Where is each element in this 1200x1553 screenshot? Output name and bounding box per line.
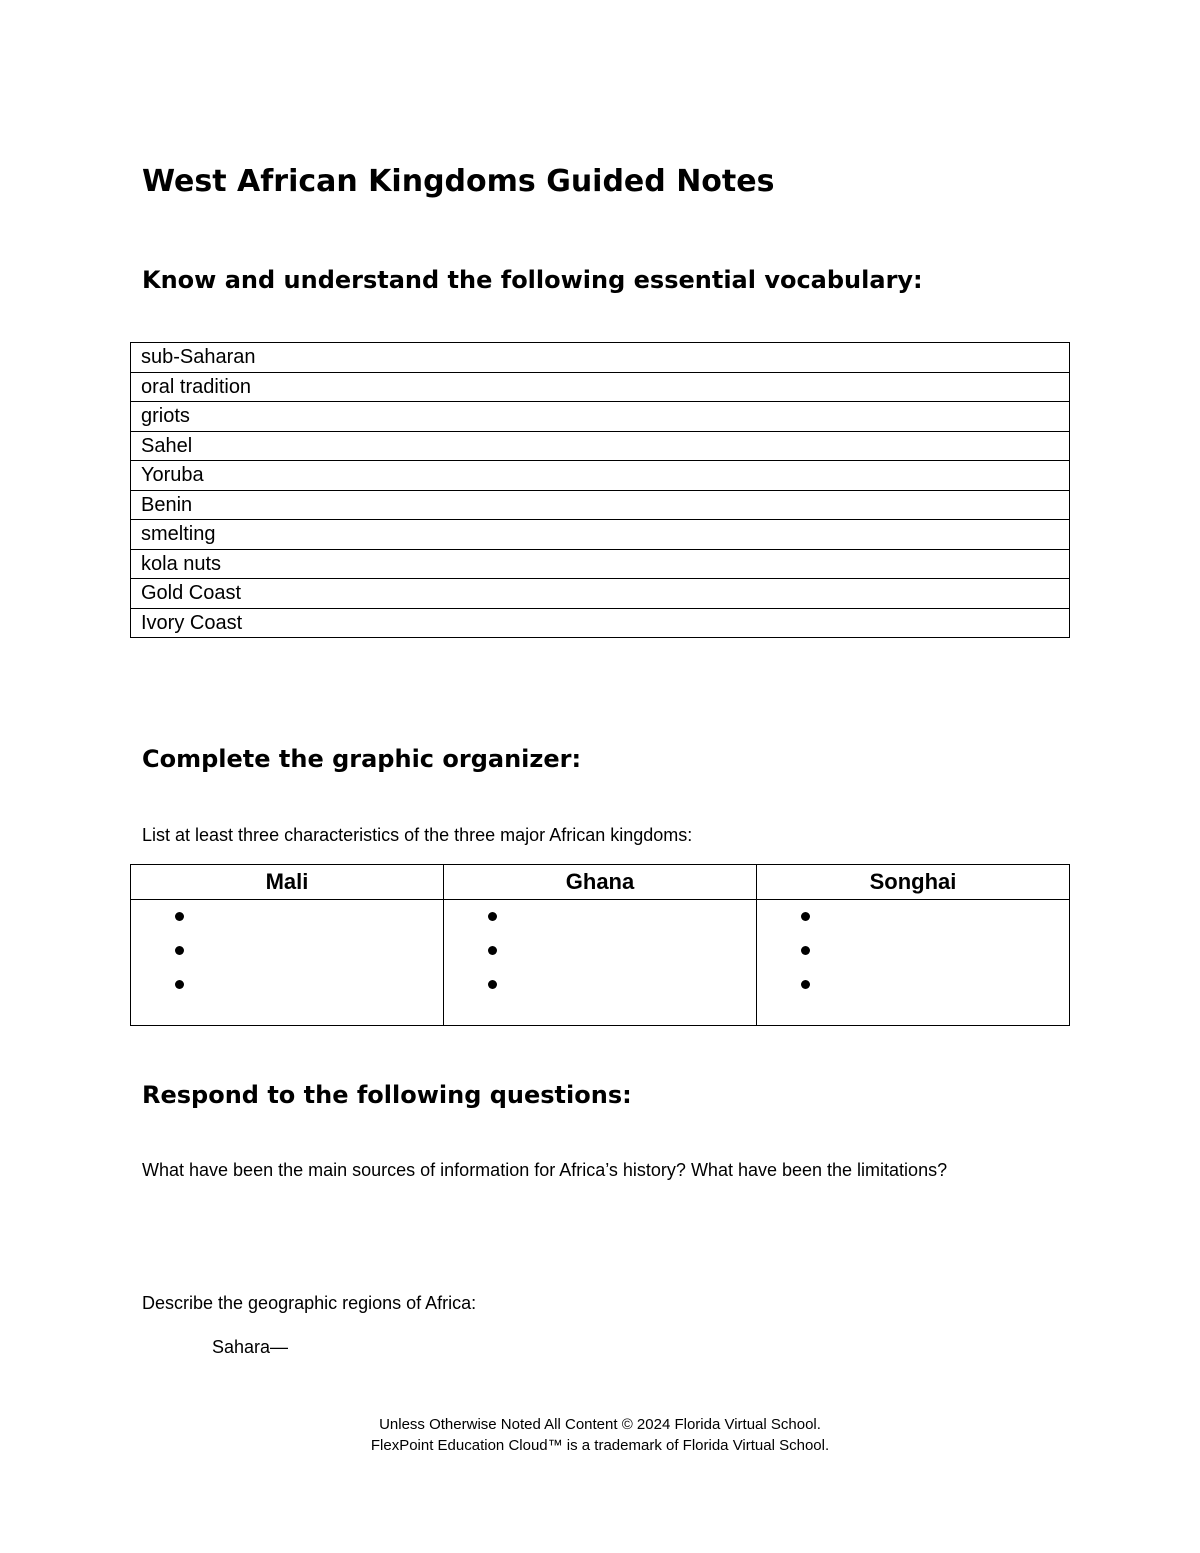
footer-trademark: FlexPoint Education Cloud™ is a trademark of Florida Virtual School. (370, 1437, 830, 1454)
bullet-icon (488, 946, 497, 955)
bullet-list (444, 900, 756, 1006)
vocab-term: griots (131, 402, 1070, 432)
vocabulary-heading: Know and understand the following essential vocabulary: (142, 266, 923, 294)
bullet-item[interactable] (801, 972, 1069, 1006)
vocab-term: Sahel (131, 431, 1070, 461)
vocab-term: kola nuts (131, 549, 1070, 579)
question-sources: What have been the main sources of information for Africa’s history? What have been the limitations? (142, 1160, 948, 1180)
vocab-term: oral tradition (131, 372, 1070, 402)
bullet-icon (801, 980, 810, 989)
table-row (131, 579, 1070, 609)
songhai-notes-cell[interactable] (757, 900, 1070, 1026)
bullet-item[interactable] (175, 938, 443, 972)
column-header-songhai: Songhai (757, 865, 1070, 900)
table-row (131, 900, 1070, 1026)
bullet-icon (488, 980, 497, 989)
bullet-item[interactable] (488, 938, 756, 972)
column-header-mali: Mali (131, 865, 444, 900)
vocab-term: Ivory Coast (131, 608, 1070, 638)
vocab-term: Benin (131, 490, 1070, 520)
table-header-row (131, 865, 1070, 900)
bullet-icon (801, 946, 810, 955)
bullet-icon (175, 946, 184, 955)
bullet-item[interactable] (488, 972, 756, 1006)
bullet-list (131, 900, 443, 1006)
vocab-term: Gold Coast (131, 579, 1070, 609)
bullet-item[interactable] (801, 938, 1069, 972)
table-row (131, 490, 1070, 520)
table-row (131, 343, 1070, 373)
ghana-notes-cell[interactable] (444, 900, 757, 1026)
organizer-heading: Complete the graphic organizer: (142, 745, 582, 773)
table-row (131, 608, 1070, 638)
column-header-ghana: Ghana (444, 865, 757, 900)
bullet-icon (175, 912, 184, 921)
table-row (131, 431, 1070, 461)
table-row (131, 461, 1070, 491)
page-title: West African Kingdoms Guided Notes (142, 164, 775, 199)
bullet-item[interactable] (801, 904, 1069, 938)
footer-copyright: Unless Otherwise Noted All Content © 2024 Florida Virtual School. (379, 1416, 821, 1433)
vocab-term: smelting (131, 520, 1070, 550)
bullet-icon (488, 912, 497, 921)
table-row (131, 520, 1070, 550)
table-row (131, 372, 1070, 402)
footer (0, 1414, 1200, 1456)
table-row (131, 549, 1070, 579)
bullet-icon (801, 912, 810, 921)
kingdoms-organizer-table (130, 864, 1070, 1026)
organizer-instruction: List at least three characteristics of the three major African kingdoms: (142, 825, 693, 845)
vocab-term: Yoruba (131, 461, 1070, 491)
bullet-icon (175, 980, 184, 989)
bullet-item[interactable] (175, 972, 443, 1006)
region-sahara-label: Sahara— (212, 1337, 289, 1357)
vocabulary-table (130, 342, 1070, 638)
vocab-term: sub-Saharan (131, 343, 1070, 373)
bullet-item[interactable] (175, 904, 443, 938)
bullet-list (757, 900, 1069, 1006)
mali-notes-cell[interactable] (131, 900, 444, 1026)
bullet-item[interactable] (488, 904, 756, 938)
question-geographic-regions: Describe the geographic regions of Africa: (142, 1293, 477, 1313)
questions-heading: Respond to the following questions: (142, 1081, 632, 1109)
table-row (131, 402, 1070, 432)
